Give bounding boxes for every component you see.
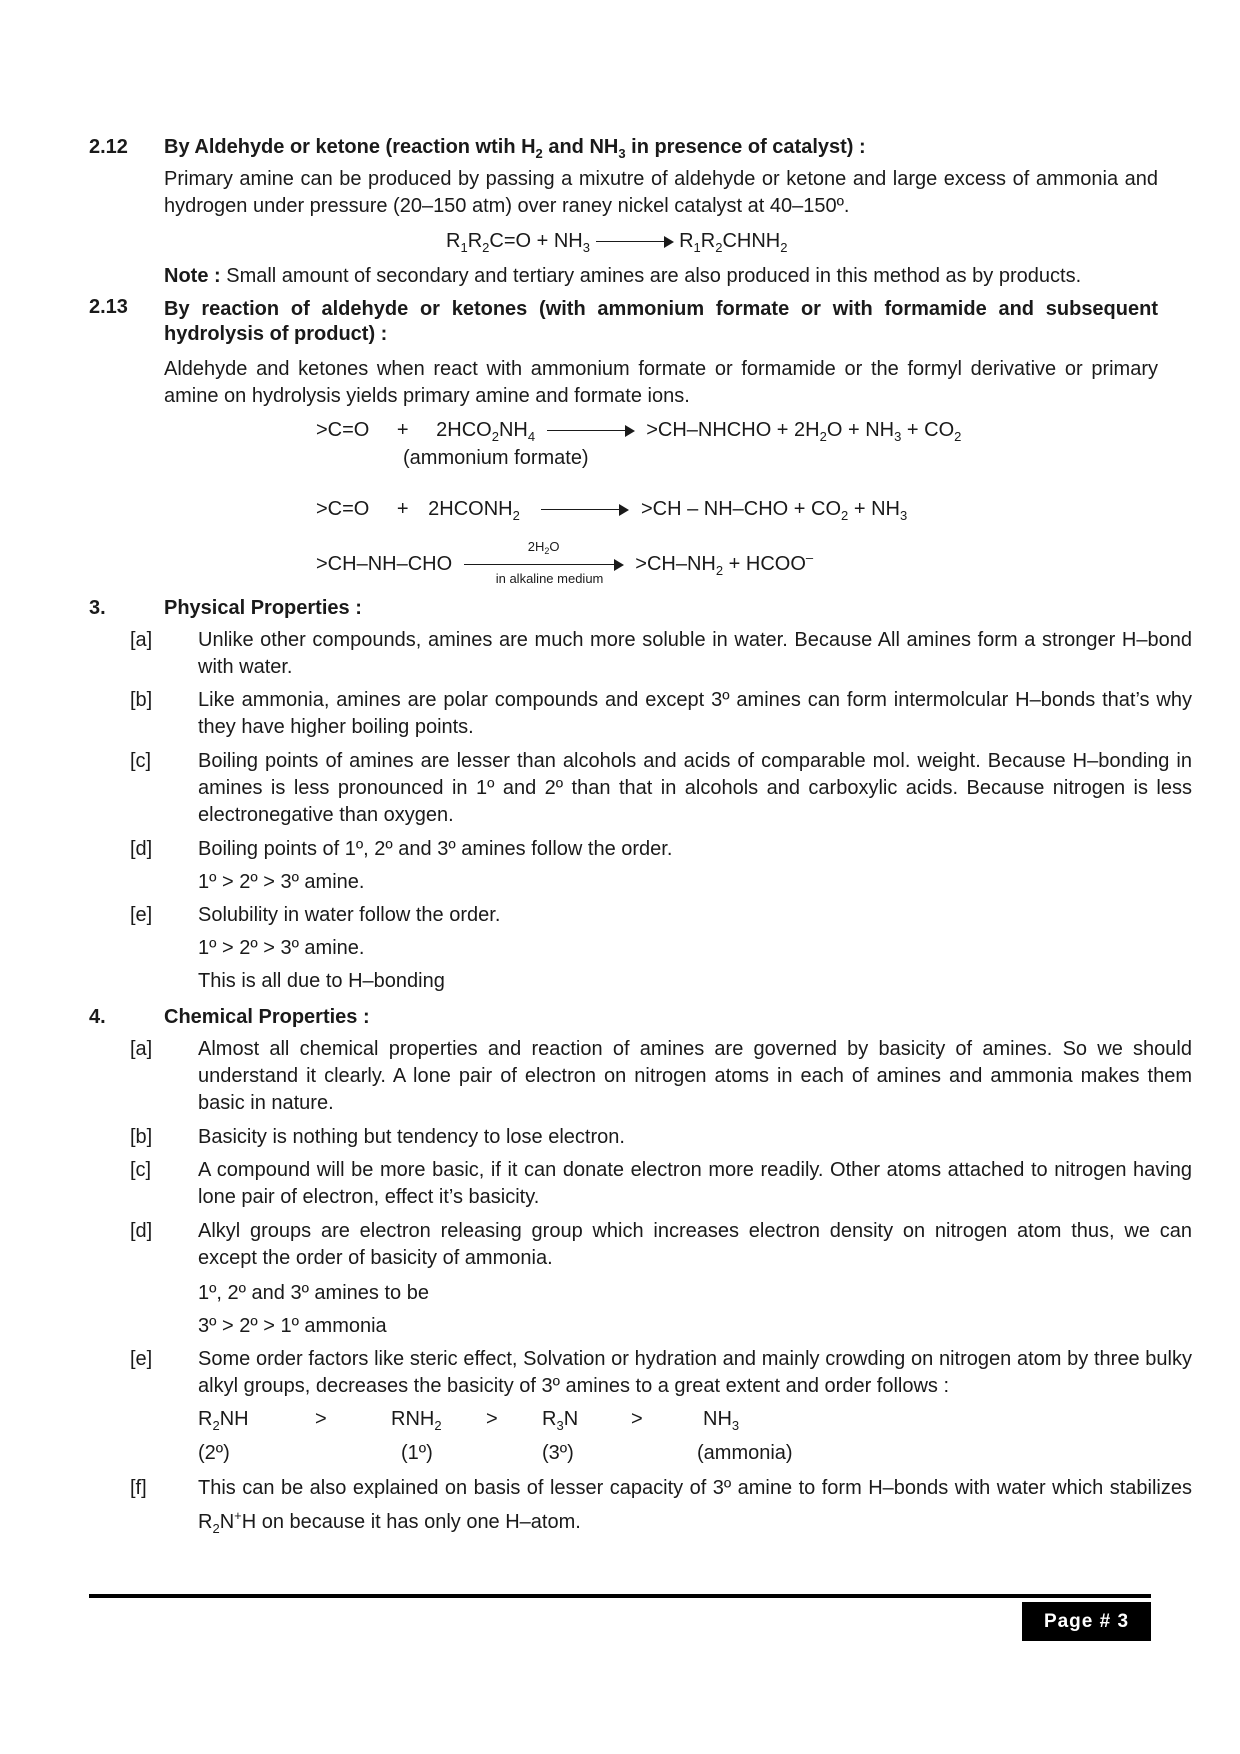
equation-formamide: $>C=O + 2HCONH_2$ $>CH - NH-CHO + CO_2 + NH_3$ [316, 498, 908, 523]
arrow-condition-below: in alkaline medium [495, 570, 604, 586]
basicity-label-3deg: (3º) [542, 1442, 574, 1464]
page-number-badge: Page # 3 [1022, 1602, 1151, 1641]
equation-hydrolysis: >CH–NH–CHO $2H_2O$ in alkaline medium $>CH-NH_2$ + HCOO– [316, 538, 814, 586]
chemical-property-d: [d] Alkyl groups are electron releasing group which increases electron density on nitrogen atom thus, we can except the order of basicity of ammonia. [130, 1220, 1192, 1269]
chemical-property-c: [c] A compound will be more basic, if it can donate electron more readily. Other atoms attached to nitrogen having lone pair of electron, effect it’s basicity. [130, 1159, 1192, 1208]
basicity-label-2deg: (2º) [198, 1442, 230, 1464]
basicity-compound-rnh2: $RNH_2$ [391, 1408, 442, 1433]
section-title-physical-properties: Physical Properties : [164, 597, 362, 619]
section-title-chemical-properties: Chemical Properties : [164, 1006, 370, 1028]
ammonium-formate-label: (ammonium formate) [403, 447, 589, 469]
physical-property-c: [c] Boiling points of amines are lesser than alcohols and acids of comparable mol. weight. Because H–bonding in amines is less pronounced in 1º and 2º than that in alcohols and carboxylic acids. Because nitrogen is less electronegative than oxygen. [130, 750, 1192, 826]
reaction-arrow-icon [547, 425, 635, 437]
chemical-property-a: [a] Almost all chemical properties and reaction of amines are governed by basicity of amines. So we should understand it clearly. A lone pair of electron on nitrogen atoms in each of amines and ammonia makes them basic in nature. [130, 1038, 1192, 1114]
section-2-12-note: Note : Small amount of secondary and tertiary amines are also produced in this method as by products. [164, 265, 1082, 287]
section-title-2-13-line2: hydrolysis of product) : [164, 323, 388, 345]
section-number-3: 3. [89, 597, 106, 619]
basicity-separator: > [631, 1408, 643, 1430]
section-number-4: 4. [89, 1006, 106, 1028]
basicity-separator: > [315, 1408, 327, 1430]
chemical-property-e: [e] Some order factors like steric effect, Solvation or hydration and mainly crowding on nitrogen atom by three bulky alkyl groups, decreases the basicity of 3º amines to a great extent and order follows : [130, 1348, 1192, 1397]
physical-property-e: [e] Solubility in water follow the order. [130, 904, 501, 926]
reaction-arrow-icon [464, 559, 624, 571]
section-2-12-paragraph: Primary amine can be produced by passing a mixutre of aldehyde or ketone and large excess of ammonia and hydrogen under pressure (20–150 atm) over raney nickel catalyst at 40–150º. [164, 168, 1158, 217]
basicity-compound-r3n: $R_3N$ [542, 1408, 579, 1433]
chemical-property-f: [f] This can be also explained on basis of lesser capacity of 3º amine to form H–bonds with water which stabilizes $R_2N^+H$ on because it has only one H–atom. [130, 1477, 1192, 1536]
section-2-13-paragraph: Aldehyde and ketones when react with ammonium formate or formamide or the formyl derivative or primary amine on hydrolysis yields primary amine and formate ions. [164, 358, 1158, 407]
solubility-order: 1º > 2º > 3º amine. [198, 937, 365, 959]
boiling-point-order: 1º > 2º > 3º amine. [198, 871, 365, 893]
reaction-arrow-icon [541, 504, 629, 516]
section-number-2-13: 2.13 [89, 296, 128, 318]
section-title-2-12: By Aldehyde or ketone (reaction wtih $H_2$ and $NH_3$ in presence of catalyst) : [164, 136, 866, 161]
basicity-separator: > [486, 1408, 498, 1430]
amine-types-line: 1º, 2º and 3º amines to be [198, 1282, 429, 1304]
equation-reductive-amination: $R_1R_2C=O + NH_3$ $R_1R_2CHNH_2$ [446, 230, 788, 255]
reaction-arrow-icon [596, 236, 674, 248]
equation-ammonium-formate: $>C=O + 2HCO_2NH_4$ >CH–NHCHO + $2H_2O + NH_3 + CO_2$ [316, 419, 962, 444]
basicity-compound-r2nh: $R_2NH$ [198, 1408, 249, 1433]
arrow-condition-above: $2H_2O$ [527, 538, 560, 556]
basicity-label-ammonia: (ammonia) [697, 1442, 793, 1464]
physical-property-b: [b] Like ammonia, amines are polar compounds and except 3º amines can form intermolcular H–bonds that’s why they have higher boiling points. [130, 689, 1192, 738]
chemical-property-b: [b] Basicity is nothing but tendency to lose electron. [130, 1126, 625, 1148]
basicity-label-1deg: (1º) [401, 1442, 433, 1464]
expected-basicity-order: 3º > 2º > 1º ammonia [198, 1315, 387, 1337]
h-bonding-note: This is all due to H–bonding [198, 970, 445, 992]
footer-rule [89, 1594, 1151, 1598]
physical-property-d: [d] Boiling points of 1º, 2º and 3º amines follow the order. [130, 838, 673, 860]
section-number-2-12: 2.12 [89, 136, 128, 158]
section-title-2-13-line1: By reaction of aldehyde or ketones (with ammonium formate or with formamide and subsequent [164, 298, 1158, 320]
physical-property-a: [a] Unlike other compounds, amines are much more soluble in water. Because All amines form a stronger H–bond with water. [130, 629, 1192, 678]
basicity-compound-nh3: $NH_3$ [703, 1408, 740, 1433]
